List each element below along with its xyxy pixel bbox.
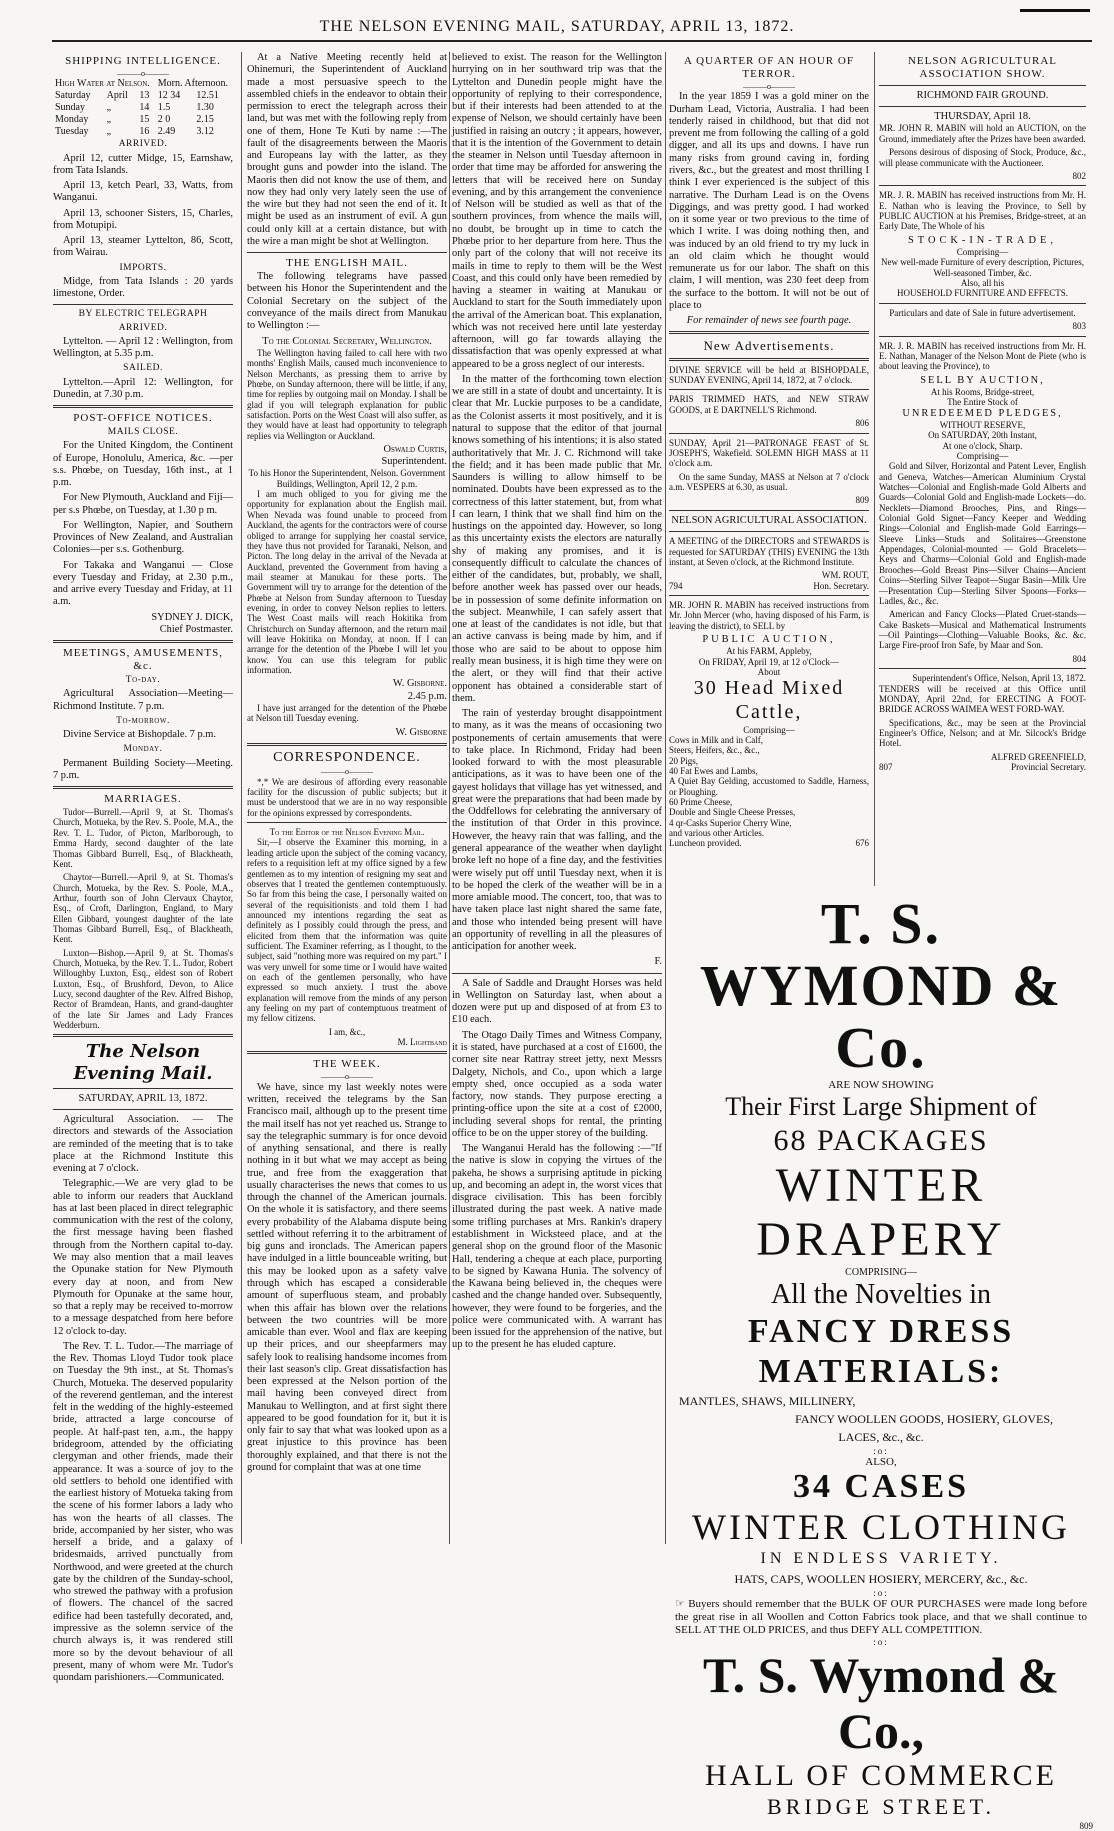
week-election: In the matter of the forthcoming town election we are still in a state of doubt and uncertainty. It is clear that Mr. Luckie purposes to be a candidate, as the Colonist asserts it most positively, and it is natural to suppose that the editor of that journal knows something of his intentions; it is also stated authoritatively that Mr. J. C. Richmond will take the field; and it has been made public that Mr. Saunders is willing to allow himself to be nominated. Doubts have been expressed as to the correctness of this latter statement, but, from what I can learn, I think that we shall find him on the hustings on the appointed day. However, so long as this uncertainty exists the electors are naturally shy of making any promises, and it is consequently difficult to calculate the chances of either of the candidates, but, probably, we shall, before another week has passed over our heads, be in possession of some definite information on the subject. Meanwhile, I can safely assert that one at least of the candidates is not idle, but that an active canvass is being made by him, and if those who are said to be about to oppose him really mean business, it is high time they were on the alert, or they will find that their active opponent has obtained a considerable start of them. [452,373,662,704]
ad-first-shipment: Their First Large Shipment of [725,1092,1037,1121]
meetings-heading: MEETINGS, AMUSEMENTS, &c. [62,647,224,673]
divider [669,531,869,532]
divider [669,358,869,361]
stock-items: New well-made Furniture of every description, Pictures, Well-seasoned Timber, &c. [881,257,1084,278]
stock-comprising: Comprising— [956,247,1009,258]
week-article-continued: believed to exist. The reason for the Wellington hurrying on in her southward trip was that the Lyttelton and Dunedin people might have the opportunity of replying to their correspondence, but if their interests had been attended to at the expense of Nelson, we should certainly have been justified in raising an outcry ; it appears, however, that it is the intention of the Government to detain the steamer in Nelson until Tuesday afternoon in order that time may be afforded for answering the letters that will be received here on Sunday evening, and by this arrangement the convenience of Nelson will be studied as well as that of the southern provinces, from whence the mails will, no doubt, be brought up in time to catch the Phœbe prior to her departure from here. Thus the only part of the colony that will not receive its mails in time to reply to them will be the West Coast, and this could only have been remedied by having a steamer in waiting at Manukau or Auckland to start for the South immediately upon the arrival of the American boat. This explanation, which was not received here until late yesterday afternoon, will go far towards allaying the dissatisfaction that was openly expressed at what appeared to be a gross neglect of our interests. [452,52,662,370]
article-horse-sale: A Sale of Saddle and Draught Horses was held in Wellington on Saturday last, when about a dozen were put up and disposed of at from £3 to £10 each. [452,977,662,1026]
arrived-heading: ARRIVED. [118,139,168,150]
column-2 [247,52,447,1544]
marriage-notice: Luxton—Bishop.—April 9, at St. Thomas's Church, Motueka, by the Rev. T. L. Tudor, Robert Willoughby Luxton, Esq., eldest son of Robert Luxton, Esq., of Brushford, Devon, to Alice Lucy, second daughter of the Rev. Alfred Bishop, Rector of Bramdean, Hants, and grand-daughter of the late Sir James and Lady Frances Wedderburn. [53,947,233,1030]
ornament: ———o——— [321,767,373,777]
ad-line: FANCY WOOLLEN GOODS, HOSIERY, GLOVES, [795,1412,1053,1426]
article-tudor: The Rev. T. L. Tudor.—The marriage of the Rev. Thomas Lloyd Tudor took place on Tuesday the 9th inst., at St. Thomas's Church, Motueka. The deserved popularity of the reverend gentleman, and the interest felt in the wedding of the highly-esteemed bride, attracted a large concourse of people. At half-past ten, a.m., the happy bridegroom, attended by the officiating clergyman and other friends, made their appearance. It was a source of joy to the old settlers to behold one identified with the earliest history of Motueka taking from the scene of his former labors a lady who has won the hearts of all classes. The bride, accompanied by her sister, who was herself a bride, and a galaxy of bridesmaids, arrived punctually from Northwood, and were greeted at the church gate by the children of the Sunday-school, who strewed the pathway with a profusion of flowers. The chancel of the sacred edifice had been tastefully decorated, and, impressive as the solemn service of the church always is, it was rendered still more so by the devout behaviour of all present, many of whom were Mr. Tudor's quondam parishioners.—Communicated. [53,1340,233,1684]
mail-notice: For New Plymouth, Auckland and Fiji—per s.s Phœbe, on Tuesday, at 1.30 p m. [53,492,233,516]
tide-date: 16 [139,125,150,137]
shipping-heading: SHIPPING INTELLIGENCE. [65,55,221,67]
show-produce-notice: Persons desirous of disposing of Stock, Produce, &c., will please communicate with the Auctioneer. [879,147,1086,168]
tide-table [53,78,233,137]
column-1 [53,52,233,1684]
tide-day: Sunday [55,102,85,113]
tide-date: 15 [139,113,150,125]
pledge-comprising: Comprising— [956,451,1009,462]
tide-afternoon: 12.51 [196,90,219,102]
column-divider [874,52,875,886]
cattle-heading: 30 Head Mixed Cattle, [693,677,845,723]
column-5 [879,52,1086,886]
mail-notice: For the United Kingdom, the Continent of Europe, Honolulu, America, &c. —per s.s. Phœbe, on Tuesday, 16th inst., at 1 p.m. [53,440,233,489]
monday-heading: Monday. [123,744,163,755]
ad-paris-hats: PARIS TRIMMED HATS, and NEW STRAW GOODS, at E DARTNELL'S Richmond. [669,394,869,415]
ad-buyers-notice: ☞ Buyers should remember that the BULK OF OUR PURCHASES were made long before the great rise in all Woollen and Cotton Fabrics took place, and that we shall continue to SELL AT THE OLD PRICES, and thus DEFY ALL COMPETITION. [675,1598,1087,1636]
pledge-notice: MR. J. R. MABIN has received instructions from Mr. H. E. Nathan, Manager of the Nelson Mont de Piete (who is about leaving the Province), to [879,340,1086,372]
new-advertisements-heading: New Advertisements. [703,338,835,354]
divider [669,389,869,390]
divider [879,668,1086,669]
auction-item: 4 qr-Casks Superior Cherry Wine, [669,817,792,828]
tide-morning: 12 34 [157,90,181,102]
postmaster-title: Chief Postmaster. [159,624,233,636]
ad-patronage-feast: SUNDAY, April 21—PATRONAGE FEAST of St. JOSEPH'S, Wakefield. SOLEMN HIGH MASS at 11 o'clock a.m. [669,437,869,469]
tide-month: „ [106,102,112,113]
ad-separator: :o: [873,1446,889,1456]
week-heading: THE WEEK. [313,1058,381,1071]
auction-item: A Quiet Bay Gelding, accustomed to Saddle, Harness, or Ploughing. [669,776,869,797]
pledge-sell: SELL BY AUCTION, [920,374,1045,386]
arrival-entry: April 12, cutter Midge, 15, Earnshaw, from Tata Islands. [53,152,233,176]
ad-number: 806 [855,418,869,429]
tide-morning: 2.49 [157,125,176,137]
week-rain: The rain of yesterday brought disappointment to many, as it was the means of occasioning two postponements of certain amusements that were to take place. In Richmond, Friday had been looked forward to with the most pleasurable anticipations, as it was to have been one of the gayest holidays that village has yet witnessed, and great were the preparations that had been made by the Oddfellows for celebrating the anniversary of the institution of that Order in this province. However, the heavy rain that was falling, and the general appearance of the weather when daylight broke left no hope of a fine day, and the festivities were wisely put off until Tuesday next, when it is to be hoped the clerk of the weather will be in a more amiable mood. The concert, too, that was to have taken place last night shared the same fate, and those who intended being present will have an opportunity of revelling in all the pleasures of anticipation for another week. [452,708,662,953]
divider [452,973,662,974]
ad-separator: :o: [873,1637,889,1647]
tide-row [53,114,233,126]
auction-comprising: Comprising— [743,724,795,735]
pledge-date: On SATURDAY, 20th Instant, [928,430,1037,441]
telegram-text: The Wellington having failed to call here with two months' English Mails, caused much inconvenience to Nelson Merchants, as pressing them to arrive by Phœbe, on Sunday afternoon, there will be little, if any, time for replies by outgoing mail on Monday. I shall be glad if you will telegraph explanation for public satisfaction. Ports on the West Coast will also suffer, as they would have at least had opportunity to telegraph replies via Wellington or Auckland. [247,347,447,441]
post-office-heading: POST-OFFICE NOTICES. [73,412,213,425]
tide-month: „ [106,113,112,125]
divider [669,433,869,434]
show-venue: RICHMOND FAIR GROUND. [916,89,1049,101]
telegram-addressee: To his Honor the Superintendent, Nelson. Government Buildings, Wellington, April 12, 2 p.m. [248,468,446,489]
dateline: SATURDAY, APRIL 13, 1872. [78,1092,208,1104]
arrival-entry: April 13, ketch Pearl, 33, Watts, from Wanganui. [53,180,233,204]
auction-item: 40 Fat Ewes and Lambs, [669,765,758,776]
pledge-rooms: At his Rooms, Bridge-street, [930,387,1035,398]
tide-row [53,102,233,114]
auction-item: 20 Pigs, [669,755,699,766]
stock-also: Also, all his [960,278,1005,289]
auction-item: Double and Single Cheese Presses, [669,807,796,818]
agricultural-footer [669,581,869,591]
auction-location: At his FARM, Appleby, [726,646,812,657]
divider [879,336,1086,337]
tide-day: Tuesday [55,125,89,137]
column-4 [669,52,869,886]
tide-morning: 2 0 [157,113,171,125]
stock-particulars: Particulars and date of Sale in future advertisement. [889,307,1076,318]
ad-divine-service: DIVINE SERVICE will be held at BISHOPDALE, SUNDAY EVENING, April 14, 1872, at 7 o'clock. [669,364,869,386]
divider [53,640,233,643]
divider [879,185,1086,186]
show-auction-notice: MR. JOHN R. MABIN will hold an AUCTION, on the Ground, immediately after the Prizes have been awarded. [879,123,1086,144]
wymond-advertisement [669,891,1093,1831]
tender-signature: ALFRED GREENFIELD, [991,751,1086,762]
correspondence-signature: M. Lightband [397,1037,447,1047]
tide-day: Monday [55,113,89,125]
article-otago: The Otago Daily Times and Witness Company, it is stated, have purchased at a cost of £1600, the corner site near Rattray street jetty, next Messrs Dalgety, Nichols, and Co., upon which a large empty shed, once occupied as a soda water factory, now stands. They purpose erecting a printing-office upon the site at a cost of £2000, including several shops for rental, the printing office to be on the upper storey of the building. [452,1029,662,1139]
tide-heading-left: High Water at Nelson. [55,78,150,90]
divider [53,405,233,408]
column-divider [241,52,242,1544]
telegraph-sailed-heading: SAILED. [123,363,163,374]
mail-notice: For Takaka and Wanganui — Close every Tuesday and Friday, at 2.30 p.m., and arrive every Tuesday and Friday, at 11 a.m. [53,559,233,608]
ad-line: MANTLES, SHAWS, MILLINERY, [679,1394,856,1408]
tide-afternoon: 3.12 [196,125,214,137]
ad-line: LACES, &c., &c. [838,1430,924,1444]
divider [669,510,869,511]
tide-morning: 1.5 [157,102,171,113]
ornament: ———o——— [117,68,169,78]
tide-date: 13 [139,90,150,102]
terror-story: In the year 1859 I was a gold miner on the Durham Lead, Victoria, Australia. I had been tenderly raised in childhood, but that did not prevent me from following the calling of a gold digger, and all its ups and downs. I have run many risks from ground caving in, fording rivers, &c., but the greatest and most thrilling I think I ever experienced is the subject of this narrative. The Durham Lead is on the Ovens Diggings, and was pretty good. I had worked on it some year or two previous to the time of which I write. I was doing nothing then, and was induced by an old friend to try my luck in an old claim which he thought would remunerate us for our labor. The shaft on this claim, I will mention, was 230 feet deep from the surface to the bottom. It will not be out of place to [669,91,869,311]
correspondence-close: I am, &c., [328,1026,366,1037]
ad-winter-drapery: WINTER DRAPERY [756,1159,1006,1266]
telegraph-arrival: Lyttelton. — April 12 : Wellington, from Wellington, at 5.35 p.m. [53,335,233,360]
see-fourth-page: For remainder of news see fourth page. [686,315,852,327]
correspondence-note: *,* We are desirous of affording every reasonable facility for the discussion of public subjects; but it must be understood that we are in no way responsible for the opinions expressed by correspondents. [247,776,447,818]
ad-number: 807 [879,761,893,772]
ad-number: 809 [1079,1821,1093,1831]
luncheon-note: Luncheon provided. [669,838,742,849]
ad-number: 676 [855,838,869,849]
pledge-items: American and Fancy Clocks—Plated Cruet-stands—Cake Baskets—Musical and Mathematical Instruments—Oil Paintings—Clothing—Valuable Books, &c. &c. Large Fire-proof Iron Safe, by Maar and Son. [879,609,1086,651]
marriages-heading: MARRIAGES. [104,793,182,806]
agricultural-heading: NELSON AGRICULTURAL ASSOCIATION. [671,515,867,527]
telegram-text: I am much obliged to you for giving me the opportunity for explanation about the English mail. When Nevada was found unable to proceed from Auckland, the agents for the contractors were of course obliged to arrange for supplying her coastal service, they have thus not provided for Taranaki, Nelson, and Picton. The long delay in the arrival of the Nevada at Auckland, prevented the Government from having a mail steamer at Manukau for these ports. The Government will try to arrange for the detention of the Phœbe at Nelson from Sunday afternoon to Tuesday evening, in order to convey Nelson replies to letters. The West Coast mails will reach Hokitika from Christchurch on Sunday afternoon, and the return mail will leave Hokitika on Monday, at noon. If I can arrange for the detention of the Phœbe I will let you know. You can use this telegram for public information. [247,489,447,675]
arrival-entry: April 13, steamer Lyttelton, 86, Scott, from Wairau. [53,235,233,259]
column-divider [665,52,666,1544]
correspondence-heading: CORRESPONDENCE. [273,749,421,765]
column-divider [449,52,450,1544]
divider [879,106,1086,107]
agricultural-notice: A MEETING of the DIRECTORS and STEWARDS is requested for SATURDAY (THIS) EVENING the 13th instant, at Seven o'clock, at the Richmond Institute. [669,536,869,568]
auction-about: About [757,667,781,678]
telegram-signature: W. Gisborne [395,726,447,738]
divider [879,303,1086,304]
ad-cases: 34 CASES [792,1468,970,1505]
article-telegraphic: Telegraphic.—We are very glad to be able to inform our readers that Auckland has at last been placed in direct telegraphic communication with the rest of the colony, the first message having been flashed through from the Northern capital to-day. We may also mention that a mail leaves the Opunake station for New Plymouth every day at noon, and from New Plymouth for Opunake at the same hour, so that a reply may be received to-morrow to a message despatched from here before 12 o'clock to-day. [53,1178,233,1337]
ad-fancy-dress: FANCY DRESS MATERIALS: [747,1313,1015,1390]
imports-heading: IMPORTS. [119,262,167,273]
newspaper-title: The Nelson Evening Mail. [73,1041,213,1084]
imports-entry: Midge, from Tata Islands : 20 yards limestone, Order. [53,275,233,300]
telegram-signature-title: Superintendent. [381,456,447,468]
today-entry: Agricultural Association—Meeting—Richmond Institute. 7 p.m. [53,688,233,712]
mabin-notice: MR. JOHN R. MABIN has received instructions from Mr. John Mercer (who, having disposed of his Farm, is leaving the district), to SELL by [669,600,869,631]
mails-close-heading: MAILS CLOSE. [107,427,179,438]
ad-bridge-street: BRIDGE STREET. [767,1794,995,1819]
marriage-notice: Tudor—Burrell.—April 9, at St. Thomas's Church, Motueka, by the Rev. S. Poole, M.A., the Rev. T. L. Tudor, of Picton, Marlborough, to Emma Hardy, second daughter of the late Thomas Gibbard Burrell, Esq., of Blackheath, Kent. [53,807,233,869]
ad-separator: :o: [873,1588,889,1598]
telegraph-arrived-heading: ARRIVED. [118,322,168,333]
article-native-meeting: At a Native Meeting recently held at Ohinemuri, the Superintendent of Auckland made a most persuasive speech to the assembled chiefs in the endeavor to obtain their permission to erect the telegraph across their land, but was met with the following reply from one of them, Hone Te Kuti by name :—The fault of the disagreements between the Maoris and Europeans lay with the latter, as they brought guns and powder into the island. The Maoris then did not know the use of them, and now they had only very lately seen the use of the wire but they had not seen the end of it. It might be used as an instrument of evil. A gun could only kill at a certain distance, but with the wire a man might be shot at Wellington. [247,52,447,247]
divider [53,1088,233,1089]
tender-office: Superintendent's Office, Nelson, April 13, 1872. [912,673,1086,684]
terror-heading: A QUARTER OF AN HOUR OF TERROR. [684,55,854,80]
tomorrow-entry: Divine Service at Bishopdale. 7 p.m. [63,729,216,741]
divider [247,1051,447,1054]
tide-date: 14 [139,102,150,113]
ad-comprising: COMPRISING— [845,1267,917,1278]
tender-notice: TENDERS will be received at this Office until MONDAY, April 22nd, for ERECTING A FOOT-BRIDGE ACROSS WAIMEA WEST FORD-WAY. [879,683,1086,715]
auction-item: 60 Prime Cheese, [669,796,733,807]
household-heading: HOUSEHOLD FURNITURE AND EFFECTS. [896,288,1068,299]
ad-number: 809 [855,495,869,506]
monday-entry: Permanent Building Society—Meeting. 7 p.m. [53,757,233,781]
tide-afternoon: 2.15 [196,113,214,125]
ad-novelties: All the Novelties in [770,1279,992,1310]
ad-firm-name: T. S. WYMOND & Co. [699,891,1063,1080]
telegraph-heading: BY ELECTRIC TELEGRAPH [78,309,208,320]
tender-title: Provincial Secretary. [1011,761,1086,772]
column-3 [452,52,662,1544]
divider [53,1109,233,1110]
agricultural-signature: WM. ROUT, [821,570,869,581]
today-heading: To-day. [125,675,161,686]
telegraph-sailed: Lyttelton.—April 12: Wellington, for Dunedin, at 7.30 p.m. [53,376,233,400]
tide-afternoon: 1.30 [196,102,214,113]
tide-month: April [106,90,128,102]
show-date: THURSDAY, April 18. [934,111,1031,123]
ornament: ———o——— [743,81,795,91]
divider [879,85,1086,86]
telegram-addressee: To the Colonial Secretary, Wellington. [262,335,432,347]
stock-notice: MR. J. R. MABIN has received instructions from Mr. H. E. Nathan who is leaving the Province, to Sell by PUBLIC AUCTION at his Premises, Bridge-street, at an Early Date, The Whole of his [879,190,1086,232]
pledge-reserve: WITHOUT RESERVE, [939,420,1026,431]
tender-footer [879,762,1086,772]
ornament: ———o——— [321,1072,373,1082]
correspondence-letter: Sir,—I observe the Examiner this morning, in a leading article upon the subject of the coming vacancy, refers to a requisition left at my office signed by a few gentlemen as to my intention of resigning my seat and observes that I treated the gentlemen contemptuously. So far from this being the case, I personally waited on several of the requisitionists and told them I had announced my intentions regarding the seat as definitely as I possibly could through the press, and elicited from them that the information was quite sufficient. The Examiner referring, as I thought, to the subject, said "nothing more was required on my part." I was very unwell for some time or I would have waited on each of the gentlemen personally, who have expressed so much anxiety. I trust the above explanation will remove from the minds of any person any feeling on my part of contemptuous treatment of my fellow citizens. [247,837,447,1024]
mail-notice: For Wellington, Napier, and Southern Provinces of New Zealand, and Australian Colonies—per s.s. Gothenburg. [53,519,233,556]
article-agricultural: Agricultural Association. — The directors and stewards of the Association are reminded of the meeting that is to take place at the Richmond Institute this evening at 7 o'clock. [53,1114,233,1175]
tide-month: „ [106,125,112,137]
tender-specs: Specifications, &c., may be seen at the Provincial Engineer's Office, Nelson; and at Mr. Silcock's Bridge Hotel. [879,717,1086,749]
tide-heading-right: Morn. Afternoon. [157,78,228,90]
ad-packages: 68 PACKAGES [773,1124,989,1157]
postmaster-name: SYDNEY J. DICK, [151,611,233,623]
agricultural-secretary: Hon. Secretary. [813,580,869,591]
pledge-time: At one o'clock, Sharp. [942,440,1023,451]
arrival-entry: April 13, schooner Sisters, 15, Charles, from Motupipi. [53,207,233,231]
ad-firm-name-2: T. S. Wymond & Co., [702,1647,1060,1759]
public-auction: PUBLIC AUCTION, [702,634,836,646]
tomorrow-heading: To-morrow. [116,715,170,726]
ad-variety: IN ENDLESS VARIETY. [760,1550,1002,1567]
correspondence-addressee: To the Editor of the Nelson Evening Mail. [269,827,425,838]
ad-showing: ARE NOW SHOWING [828,1079,934,1091]
tide-day: Saturday [55,90,91,102]
auction-item: Steers, Heifers, &c., &c., [669,745,760,756]
telegram-text: I have just arranged for the detention of the Phœbe at Nelson till Tuesday evening. [247,702,447,724]
telegram-signature: Oswald Curtis, [383,443,447,455]
pledge-items: Gold and Silver, Horizontal and Patent Lever, English and Geneva, Watches—American Aluminium Crystal Watches—Colonial and English-made Gold Alberts and Guards—Colonial Gold and English-made Lockets—do. Necklets—Diamond Brooches, Pins, and Rings—Colonial Gold Signet—Fancy Keeper and Wedding Rings—Colonial and English-made Gold Earrings—Sleeve Links—Studs and Solitaires—Greenstone Appendages, Colonial-mounted — Gold Bracelets—Keys and Charms—Colonial Gold and English-made Brooches—Gold Breast Pins—Silver Chains—Ancient Coins—Sterling Silver Teapot—Sugar Basin—Milk Ure—Presentation Cup—Sterling Silver Spoons—Forks—Ladles, &c., &c. [879,461,1086,606]
ad-also: ALSO, [865,1456,897,1468]
divider [669,595,869,596]
divider [53,304,233,305]
masthead-rule [52,40,1092,42]
telegram-signature: W. Gisborne. [392,678,447,690]
marriage-notice: Chaytor—Burrell.—April 9, at St. Thomas's Church, Motueka, by the Rev. S. Poole, M.A., Arthur, fourth son of John Clervaux Chaytor, Esq., of Croft, Darlington, England, to Mary Ellen Gibbard, youngest daughter of the late Thomas Gibbard Burrell, Esq., of Blackheath, Kent. [53,872,233,945]
divider [53,1034,233,1037]
auction-item: Cows in Milk and in Calf, [669,734,763,745]
week-article: We have, since my last weekly notes were written, received the telegrams by the San Francisco mail, although up to the present time the mail itself has not yet reached us. Strange to say the telegraphic summary is for once devoid of anything sensational, and there is really nothing in it but what we may accept as being true, and free from the exaggeration that usually characterises the news that comes to us through the channel of the American journals. On the whole it is satisfactory, and there seems every probability of the Alabama dispute being settled without referring it to the arbitrament of big guns and ironclads. The American papers have indulged in a little bounceable writing, but this may be looked upon as a safety valve through which has escaped a considerable amount of superfluous steam, and probably when this affair has blown over the relations between the two countries will be more amicable than ever. Wool and flax are keeping up their prices, and our sheepfarmers may safely look to realising handsome incomes from their last season's clip. Great dissatisfaction has been expressed at the Nelson portion of the mail having been conveyed direct from Manukau to Wellington, and at first sight there appeared to be good foundation for it, but it is only fair to say that what was looked upon as a great injustice to this province has been thoroughly explained, and that there is not the ground for complaint that was at one time [247,1081,447,1473]
tide-row [53,126,233,138]
divider [247,743,447,746]
week-signature: F. [654,956,662,968]
pledge-heading: UNREDEEMED PLEDGES, [902,407,1063,419]
ad-hall-of-commerce: HALL OF COMMERCE [705,1759,1057,1792]
ad-winter-clothing: WINTER CLOTHING [692,1507,1070,1547]
article-wanganui: The Wanganui Herald has the following :—"If the native is slow in copying the virtues of the pakeha, he shows a surprising aptitude in picking up, and becoming an adept in, the worst vices that disgrace civilisation. This has been forcibly illustrated during the past week. A native made some trifling purchases at Mrs. Rankin's drapery establishment in Wicksteed place, and at the general shop on the ground floor of the Masonic Hall, tendering a cheque at each place, purporting to be signed by Kawana Hunia. The solvency of the Kawana being believed in, the cheques were cashed and the change handed over. Subsequently, however, they were found to be forgeries, and the police were communicated with. A warrant has been issued for the apprehension of the native, but up to the present he has eluded capture. [452,1143,662,1351]
divider [53,786,233,789]
divider [247,252,447,253]
english-mail-heading: THE ENGLISH MAIL. [286,257,408,270]
auction-item: and various other Articles. [669,828,764,838]
ad-mass: On the same Sunday, MASS at Nelson at 7 o'clock a.m. VESPERS at 6.30, as usual. [669,471,869,493]
divider [669,331,869,334]
auction-date: On FRIDAY, April 19, at 12 o'Clock— [698,656,840,667]
corner-ink-mark [1020,6,1090,16]
ad-number: 803 [1072,321,1086,332]
ad-number: 802 [1072,170,1086,181]
ad-hats: HATS, CAPS, WOOLLEN HOSIERY, MERCERY, &c., &c. [734,1572,1028,1586]
stock-heading: STOCK-IN-TRADE, [908,234,1057,246]
masthead: THE NELSON EVENING MAIL, SATURDAY, APRIL 13, 1872. [319,18,795,35]
show-heading: NELSON AGRICULTURAL ASSOCIATION SHOW. [907,55,1058,80]
telegram-time: 2.45 p.m. [407,690,447,702]
ad-number: 804 [1072,653,1086,664]
english-mail-intro: The following telegrams have passed between his Honor the Superintendent and the Colonial Secretary on the subject of the conveyance of the mails direct from Manukau to Wellington :— [247,271,447,332]
ad-number: 794 [669,580,683,591]
pledge-entire: The Entire Stock of [947,397,1018,408]
auction-footer [669,838,869,848]
tide-row [53,90,233,102]
divider [247,822,447,823]
